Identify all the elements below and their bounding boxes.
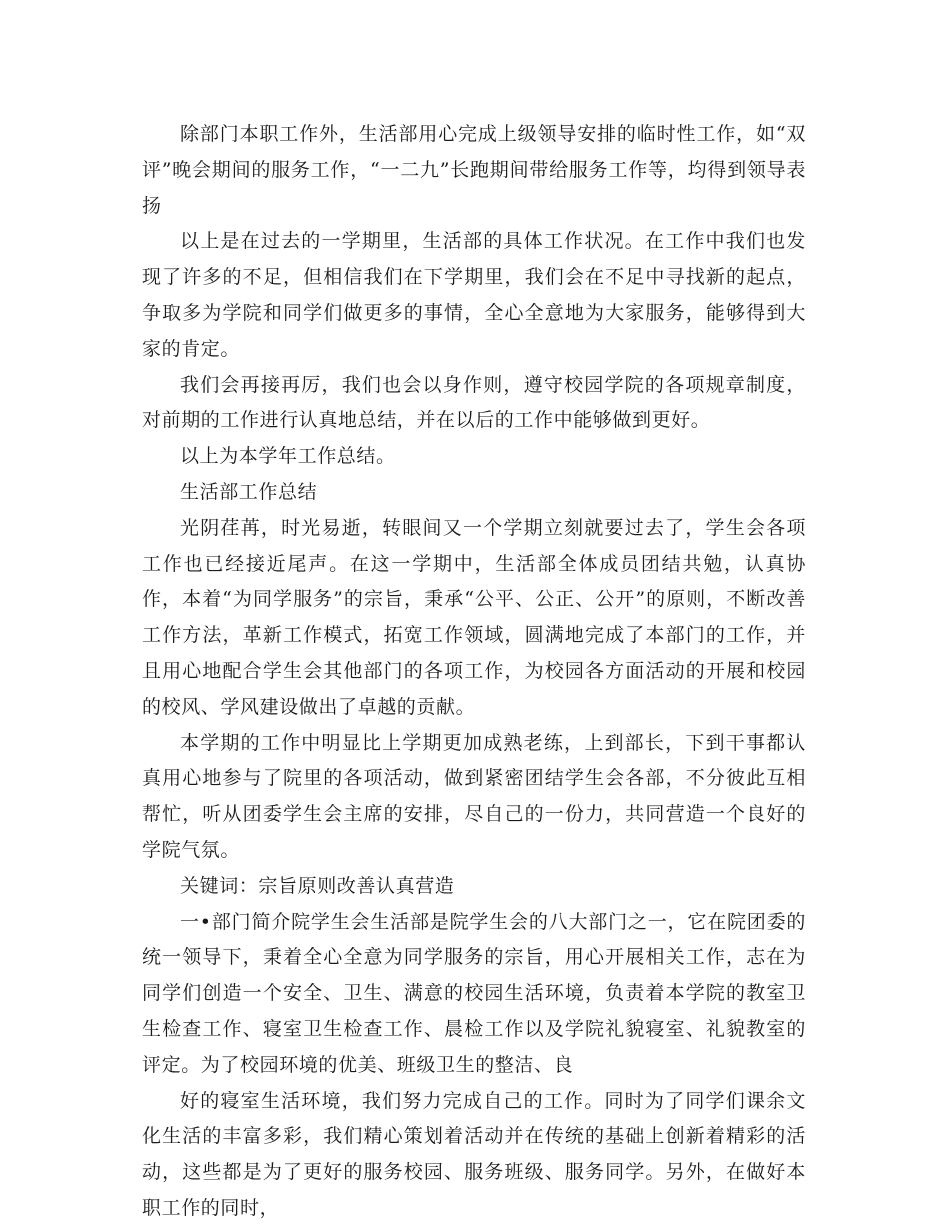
- paragraph: 一•部门简介院学生会生活部是院学生会的八大部门之一，它在院团委的统一领导下，秉着全心全意为同学服务的宗旨，用心开展相关工作，志在为同学们创造一个安全、卫生、满意的校园生活环境，负责着本学院的教室卫生检查工作、寝室卫生检查工作、晨检工作以及学院礼貌寝室、礼貌教室的评定。为了校园环境的优美、班级卫生的整洁、良: [142, 910, 806, 1076]
- paragraph: 以上为本学年工作总结。: [180, 445, 396, 468]
- paragraph: 除部门本职工作外，生活部用心完成上级领导安排的临时性工作，如“双评”晚会期间的服务工作，“一二九”长跑期间带给服务工作等，均得到领导表扬: [142, 123, 806, 217]
- paragraph: 好的寝室生活环境，我们努力完成自己的工作。同时为了同学们课余文化生活的丰富多彩，我们精心策划着活动并在传统的基础上创新着精彩的活动，这些都是为了更好的服务校园、服务班级、服务同学。另外，在做好本职工作的同时，: [142, 1089, 806, 1219]
- keywords-line: 关键词：宗旨原则改善认真营造: [180, 874, 455, 897]
- paragraph: 以上是在过去的一学期里，生活部的具体工作状况。在工作中我们也发现了许多的不足，但相信我们在下学期里，我们会在不足中寻找新的起点，争取多为学院和同学们做更多的事情，全心全意地为大家服务，能够得到大家的肯定。: [142, 230, 806, 360]
- paragraph: 本学期的工作中明显比上学期更加成熟老练，上到部长，下到干事都认真用心地参与了院里的各项活动，做到紧密团结学生会各部，不分彼此互相帮忙，听从团委学生会主席的安排，尽自己的一份力，共同营造一个良好的学院气氛。: [142, 731, 806, 861]
- paragraph: 我们会再接再厉，我们也会以身作则，遵守校园学院的各项规章制度，对前期的工作进行认真地总结，并在以后的工作中能够做到更好。: [142, 373, 806, 432]
- paragraph: 光阴荏苒，时光易逝，转眼间又一个学期立刻就要过去了，学生会各项工作也已经接近尾声。在这一学期中，生活部全体成员团结共勉，认真协作，本着“为同学服务”的宗旨，秉承“公平、公正、公开”的原则，不断改善工作方法，革新工作模式，拓宽工作领域，圆满地完成了本部门的工作，并且用心地配合学生会其他部门的各项工作，为校园各方面活动的开展和校园的校风、学风建设做出了卓越的贡献。: [142, 516, 806, 718]
- document-body: [142, 117, 806, 1227]
- section-heading: 生活部工作总结: [180, 480, 318, 503]
